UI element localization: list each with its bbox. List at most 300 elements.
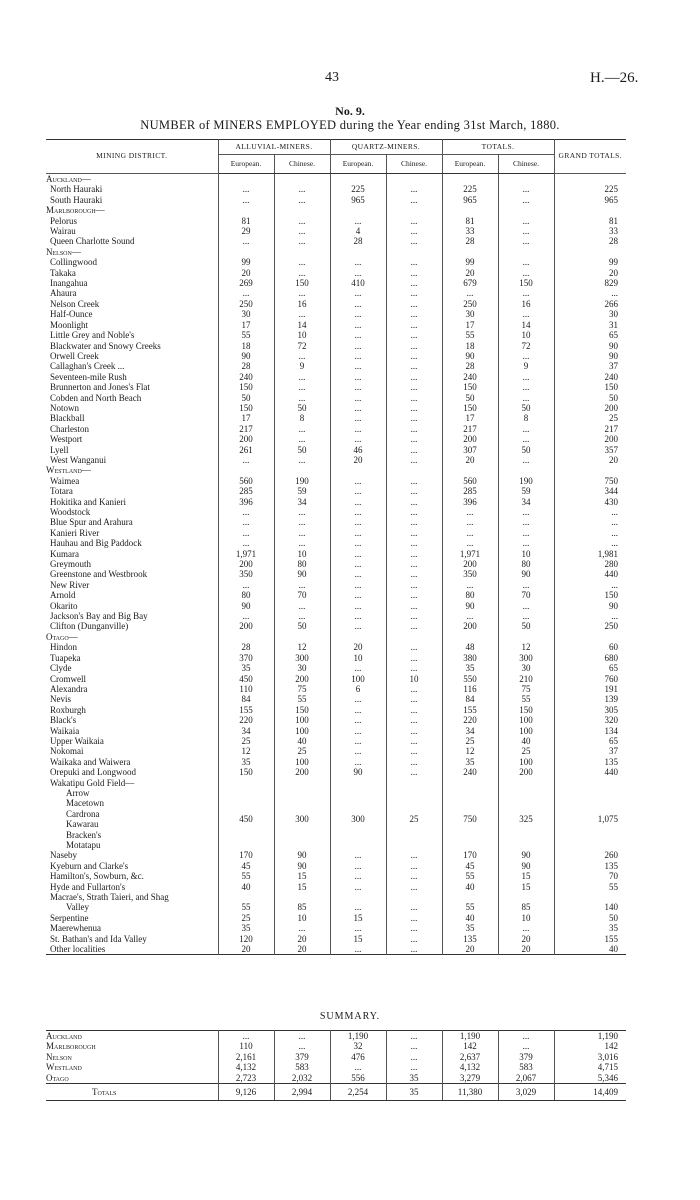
value-cell: 70 <box>274 590 330 600</box>
value-cell: ... <box>330 517 386 527</box>
district-label: Nevis <box>50 694 71 705</box>
table-row <box>46 195 626 205</box>
table-row <box>46 653 626 663</box>
value-cell: ... <box>442 507 498 517</box>
value-cell: 55 <box>442 330 498 340</box>
value-cell: 72 <box>498 341 554 351</box>
value-cell: 18 <box>218 341 274 351</box>
grand-total-cell: ... <box>554 507 626 517</box>
value-cell: 20 <box>274 944 330 955</box>
value-cell: 28 <box>218 642 274 652</box>
district-label: Cobden and North Beach <box>50 392 142 403</box>
wakatipu-place: Motatapu <box>66 840 101 850</box>
value-cell: ... <box>274 1031 330 1042</box>
value-cell: 25 <box>218 913 274 923</box>
wakatipu-place: Cardrona <box>66 808 100 819</box>
value-cell: 210 <box>498 674 554 684</box>
table-row <box>46 580 626 590</box>
grand-total-cell: 90 <box>554 341 626 351</box>
grand-total-cell: 440 <box>554 569 626 579</box>
value-cell: 965 <box>442 195 498 205</box>
value-cell: 200 <box>442 621 498 631</box>
district-label: Half-Ounce <box>50 309 93 320</box>
value-cell: ... <box>330 372 386 382</box>
empty-cell <box>498 632 554 642</box>
value-cell: 17 <box>442 413 498 423</box>
value-cell: ... <box>498 601 554 611</box>
value-cell: ... <box>386 944 442 955</box>
value-cell: ... <box>330 736 386 746</box>
district-name <box>46 299 218 309</box>
value-cell: ... <box>386 309 442 319</box>
wakatipu-place: Bracken's <box>66 829 102 840</box>
grand-total-cell: 217 <box>554 424 626 434</box>
value-cell: 2,637 <box>442 1052 498 1062</box>
district-name <box>46 663 218 673</box>
table-row <box>46 476 626 486</box>
district-name <box>46 601 218 611</box>
value-cell: 90 <box>218 351 274 361</box>
value-cell: ... <box>498 455 554 465</box>
value-cell: 220 <box>218 715 274 725</box>
value-cell: 14 <box>498 320 554 330</box>
value-cell: ... <box>330 538 386 548</box>
value-cell: ... <box>386 320 442 330</box>
value-cell: 28 <box>218 361 274 371</box>
value-cell: 1,971 <box>442 549 498 559</box>
value-cell: 240 <box>442 767 498 777</box>
district-label: Waikaia <box>50 725 80 736</box>
value-cell: 40 <box>274 736 330 746</box>
value-cell: 1,971 <box>218 549 274 559</box>
value-cell: 20 <box>330 642 386 652</box>
value-cell: 100 <box>498 757 554 767</box>
value-cell: ... <box>386 871 442 881</box>
value-cell: ... <box>274 1041 330 1051</box>
value-cell: 583 <box>498 1062 554 1072</box>
table-row <box>46 663 626 673</box>
value-cell: 100 <box>330 674 386 684</box>
value-cell: 10 <box>330 653 386 663</box>
empty-cell <box>442 892 498 902</box>
district-name <box>46 372 218 382</box>
district-label: St. Bathan's and Ida Valley <box>50 933 147 944</box>
value-cell: 35 <box>442 757 498 767</box>
district-label: Westport <box>50 434 83 445</box>
table-row <box>46 684 626 694</box>
district-label: Charleston <box>50 423 89 434</box>
table-row <box>46 746 626 756</box>
value-cell: 380 <box>442 653 498 663</box>
header-quartz-miners: QUARTZ-MINERS. <box>330 140 442 155</box>
value-cell: 16 <box>498 299 554 309</box>
value-cell: 99 <box>442 257 498 267</box>
value-cell: ... <box>218 611 274 621</box>
value-cell: 307 <box>442 445 498 455</box>
district-name <box>46 257 218 267</box>
district-label: Kyeburn and Clarke's <box>50 860 129 871</box>
district-name <box>46 611 218 621</box>
value-cell: ... <box>274 455 330 465</box>
value-cell: ... <box>386 913 442 923</box>
value-cell: ... <box>442 611 498 621</box>
district-name <box>46 913 218 923</box>
value-cell: 29 <box>218 226 274 236</box>
value-cell: 100 <box>498 715 554 725</box>
value-cell: ... <box>274 372 330 382</box>
value-cell: 396 <box>442 497 498 507</box>
summary-row <box>46 1073 626 1084</box>
value-cell: 250 <box>218 299 274 309</box>
value-cell: 90 <box>330 767 386 777</box>
empty-cell <box>386 247 442 257</box>
district-label: Valley <box>66 902 89 913</box>
district-name <box>46 517 218 527</box>
value-cell: ... <box>386 184 442 194</box>
value-cell: 50 <box>274 403 330 413</box>
header-alluvial-miners: ALLUVIAL-MINERS. <box>218 140 330 155</box>
district-name <box>46 351 218 361</box>
table-row <box>46 330 626 340</box>
district-label: Orwell Creek <box>50 350 99 361</box>
empty-cell <box>498 465 554 475</box>
empty-cell <box>330 174 386 185</box>
value-cell: 40 <box>498 736 554 746</box>
header-european: European. <box>330 155 386 174</box>
summary-district: Otago <box>46 1072 69 1083</box>
value-cell: ... <box>386 330 442 340</box>
grand-total-cell: 60 <box>554 642 626 652</box>
value-cell: ... <box>274 216 330 226</box>
value-cell: ... <box>498 216 554 226</box>
table-row <box>46 226 626 236</box>
grand-total-cell: 357 <box>554 445 626 455</box>
value-cell: 80 <box>274 559 330 569</box>
table-row <box>46 674 626 684</box>
value-cell: ... <box>274 236 330 246</box>
value-cell: ... <box>330 341 386 351</box>
table-row <box>46 767 626 777</box>
value-cell: 99 <box>218 257 274 267</box>
district-label: Clifton (Dunganville) <box>50 621 129 632</box>
value-cell: 59 <box>498 486 554 496</box>
district-label: Greenstone and Westbrook <box>50 569 148 580</box>
section-heading-row <box>46 174 626 185</box>
value-cell: 379 <box>274 1052 330 1062</box>
grand-total-cell: ... <box>554 517 626 527</box>
value-cell: ... <box>330 1062 386 1072</box>
value-cell: ... <box>498 923 554 933</box>
value-cell: 8 <box>498 413 554 423</box>
value-cell: 4 <box>330 226 386 236</box>
value-cell: 9 <box>498 361 554 371</box>
value-cell: ... <box>330 726 386 736</box>
wakatipu-place-row <box>46 788 626 798</box>
value-cell: ... <box>386 549 442 559</box>
table-row <box>46 361 626 371</box>
value-cell: 965 <box>330 195 386 205</box>
empty-cell <box>554 174 626 185</box>
district-name <box>46 268 218 278</box>
district-name <box>46 736 218 746</box>
value-cell: 150 <box>442 382 498 392</box>
table-row <box>46 434 626 444</box>
value-cell: ... <box>274 923 330 933</box>
value-cell: ... <box>386 621 442 631</box>
table-row <box>46 372 626 382</box>
table-row <box>46 694 626 704</box>
value-cell: ... <box>274 226 330 236</box>
value-cell: 560 <box>442 476 498 486</box>
value-cell: 50 <box>498 621 554 631</box>
value-cell: ... <box>330 590 386 600</box>
value-cell: ... <box>386 559 442 569</box>
value-cell: ... <box>386 507 442 517</box>
value-cell: ... <box>498 611 554 621</box>
value-cell: 20 <box>274 934 330 944</box>
value-cell: 84 <box>442 694 498 704</box>
district-name <box>46 882 218 892</box>
empty-cell <box>554 892 626 902</box>
value-cell: 25 <box>442 736 498 746</box>
district-name <box>46 757 218 767</box>
value-cell: ... <box>498 195 554 205</box>
value-cell: ... <box>498 382 554 392</box>
empty-cell <box>274 892 330 902</box>
value-cell: 28 <box>330 236 386 246</box>
value-cell: 12 <box>274 642 330 652</box>
value-cell: 90 <box>274 850 330 860</box>
value-cell: 2,067 <box>498 1073 554 1084</box>
value-cell: ... <box>330 497 386 507</box>
value-cell: 550 <box>442 674 498 684</box>
value-cell: ... <box>498 580 554 590</box>
value-cell: ... <box>442 517 498 527</box>
value-cell: 30 <box>442 309 498 319</box>
value-cell: ... <box>498 393 554 403</box>
value-cell: 1,190 <box>330 1031 386 1042</box>
district-name <box>46 549 218 559</box>
value-cell: ... <box>330 559 386 569</box>
value-cell: 190 <box>498 476 554 486</box>
value-cell: 300 <box>274 788 330 850</box>
value-cell: 75 <box>498 684 554 694</box>
value-cell: 100 <box>274 757 330 767</box>
grand-total-cell: 65 <box>554 330 626 340</box>
summary-district: Auckland <box>46 1031 82 1041</box>
district-name <box>46 278 218 288</box>
value-cell: 261 <box>218 445 274 455</box>
empty-cell <box>442 465 498 475</box>
table-row <box>46 403 626 413</box>
value-cell: ... <box>386 497 442 507</box>
grand-total-cell: 305 <box>554 705 626 715</box>
value-cell: ... <box>330 601 386 611</box>
value-cell: 155 <box>218 705 274 715</box>
value-cell: ... <box>386 663 442 673</box>
grand-total-cell: 50 <box>554 913 626 923</box>
value-cell: 80 <box>442 590 498 600</box>
empty-cell <box>218 247 274 257</box>
value-cell: 150 <box>498 278 554 288</box>
district-label: Woodstock <box>50 507 91 517</box>
district-name <box>46 341 218 351</box>
table-row <box>46 882 626 892</box>
value-cell: ... <box>386 528 442 538</box>
value-cell: 135 <box>442 934 498 944</box>
district-label: Takaka <box>50 267 76 278</box>
grand-total-cell: 155 <box>554 934 626 944</box>
value-cell: 35 <box>386 1073 442 1084</box>
district-name <box>46 746 218 756</box>
value-cell: 679 <box>442 278 498 288</box>
value-cell: 200 <box>442 559 498 569</box>
value-cell: 240 <box>218 372 274 382</box>
table-row <box>46 611 626 621</box>
value-cell: ... <box>274 393 330 403</box>
empty-cell <box>386 205 442 215</box>
value-cell: 30 <box>498 663 554 673</box>
value-cell: 350 <box>442 569 498 579</box>
summary-district: Nelson <box>46 1051 72 1062</box>
value-cell: ... <box>330 528 386 538</box>
page-number: 43 <box>325 70 339 85</box>
header-mining-district: MINING DISTRICT. <box>46 140 218 174</box>
grand-total-cell: 1,075 <box>554 788 626 850</box>
table-number: No. 9. <box>335 104 365 118</box>
value-cell: 50 <box>498 445 554 455</box>
table-row <box>46 216 626 226</box>
summary-totals-row <box>46 1084 626 1101</box>
value-cell: 80 <box>218 590 274 600</box>
value-cell: ... <box>274 528 330 538</box>
grand-total-cell: 1,190 <box>554 1031 626 1042</box>
table-row <box>46 559 626 569</box>
value-cell: ... <box>386 476 442 486</box>
value-cell: ... <box>330 351 386 361</box>
district-label: Wairau <box>50 226 76 237</box>
value-cell: 300 <box>274 653 330 663</box>
value-cell: ... <box>330 705 386 715</box>
district-name <box>46 413 218 423</box>
value-cell: ... <box>330 486 386 496</box>
value-cell: 2,254 <box>330 1084 386 1101</box>
table-row <box>46 278 626 288</box>
value-cell: ... <box>386 257 442 267</box>
value-cell: 370 <box>218 653 274 663</box>
value-cell: 90 <box>498 861 554 871</box>
value-cell: 300 <box>330 788 386 850</box>
value-cell: 15 <box>274 871 330 881</box>
empty-cell <box>442 247 498 257</box>
value-cell: ... <box>442 580 498 590</box>
value-cell: ... <box>218 507 274 517</box>
value-cell: 25 <box>218 736 274 746</box>
table-row <box>46 871 626 881</box>
value-cell: 55 <box>218 330 274 340</box>
value-cell: 190 <box>274 476 330 486</box>
value-cell: 150 <box>274 278 330 288</box>
grand-total-cell: 90 <box>554 351 626 361</box>
district-label: Orepuki and Longwood <box>50 767 136 778</box>
value-cell: ... <box>386 902 442 912</box>
table-row <box>46 445 626 455</box>
value-cell: 155 <box>442 705 498 715</box>
value-cell: 90 <box>498 569 554 579</box>
district-name <box>46 486 218 496</box>
district-name <box>46 715 218 725</box>
value-cell: 15 <box>274 882 330 892</box>
value-cell: ... <box>330 476 386 486</box>
table-row <box>46 944 626 955</box>
grand-total-cell: 440 <box>554 767 626 777</box>
value-cell: 50 <box>274 621 330 631</box>
district-label: Clyde <box>50 663 72 674</box>
value-cell: ... <box>386 268 442 278</box>
table-row <box>46 892 626 902</box>
value-cell: 20 <box>498 934 554 944</box>
value-cell: 40 <box>442 882 498 892</box>
empty-cell <box>330 465 386 475</box>
value-cell: ... <box>498 372 554 382</box>
value-cell: ... <box>498 184 554 194</box>
value-cell: ... <box>498 351 554 361</box>
value-cell: 150 <box>274 705 330 715</box>
value-cell: 200 <box>274 767 330 777</box>
value-cell: 6 <box>330 684 386 694</box>
value-cell: 10 <box>386 674 442 684</box>
header-grand-totals: GRAND TOTALS. <box>554 140 626 174</box>
value-cell: ... <box>330 330 386 340</box>
district-label: West Wanganui <box>50 454 107 465</box>
value-cell: ... <box>386 611 442 621</box>
district-label: Other localities <box>50 944 106 955</box>
value-cell: 2,723 <box>218 1073 274 1084</box>
grand-total-cell: 140 <box>554 902 626 912</box>
value-cell: 350 <box>218 569 274 579</box>
value-cell: ... <box>386 767 442 777</box>
grand-total-cell: 430 <box>554 497 626 507</box>
value-cell: 2,032 <box>274 1073 330 1084</box>
header-totals: TOTALS. <box>442 140 554 155</box>
district-name <box>46 330 218 340</box>
value-cell: ... <box>330 288 386 298</box>
district-name <box>46 288 218 298</box>
grand-total-cell: 680 <box>554 653 626 663</box>
grand-total-cell: 20 <box>554 268 626 278</box>
value-cell: ... <box>330 757 386 767</box>
table-row <box>46 726 626 736</box>
summary-district: Marlborough <box>46 1041 96 1052</box>
value-cell: 32 <box>330 1041 386 1051</box>
district-label: Nokomai <box>50 746 84 757</box>
table-row <box>46 351 626 361</box>
value-cell: ... <box>498 226 554 236</box>
value-cell: ... <box>386 299 442 309</box>
district-name <box>46 195 218 205</box>
value-cell: ... <box>386 1062 442 1072</box>
grand-total-cell: 5,346 <box>554 1073 626 1084</box>
value-cell: 217 <box>218 424 274 434</box>
value-cell: 170 <box>218 850 274 860</box>
value-cell: ... <box>498 528 554 538</box>
value-cell: 30 <box>274 663 330 673</box>
summary-table <box>46 1030 626 1101</box>
value-cell: ... <box>274 195 330 205</box>
wakatipu-place: Kawarau <box>66 819 99 830</box>
value-cell: ... <box>218 236 274 246</box>
grand-total-cell: ... <box>554 538 626 548</box>
